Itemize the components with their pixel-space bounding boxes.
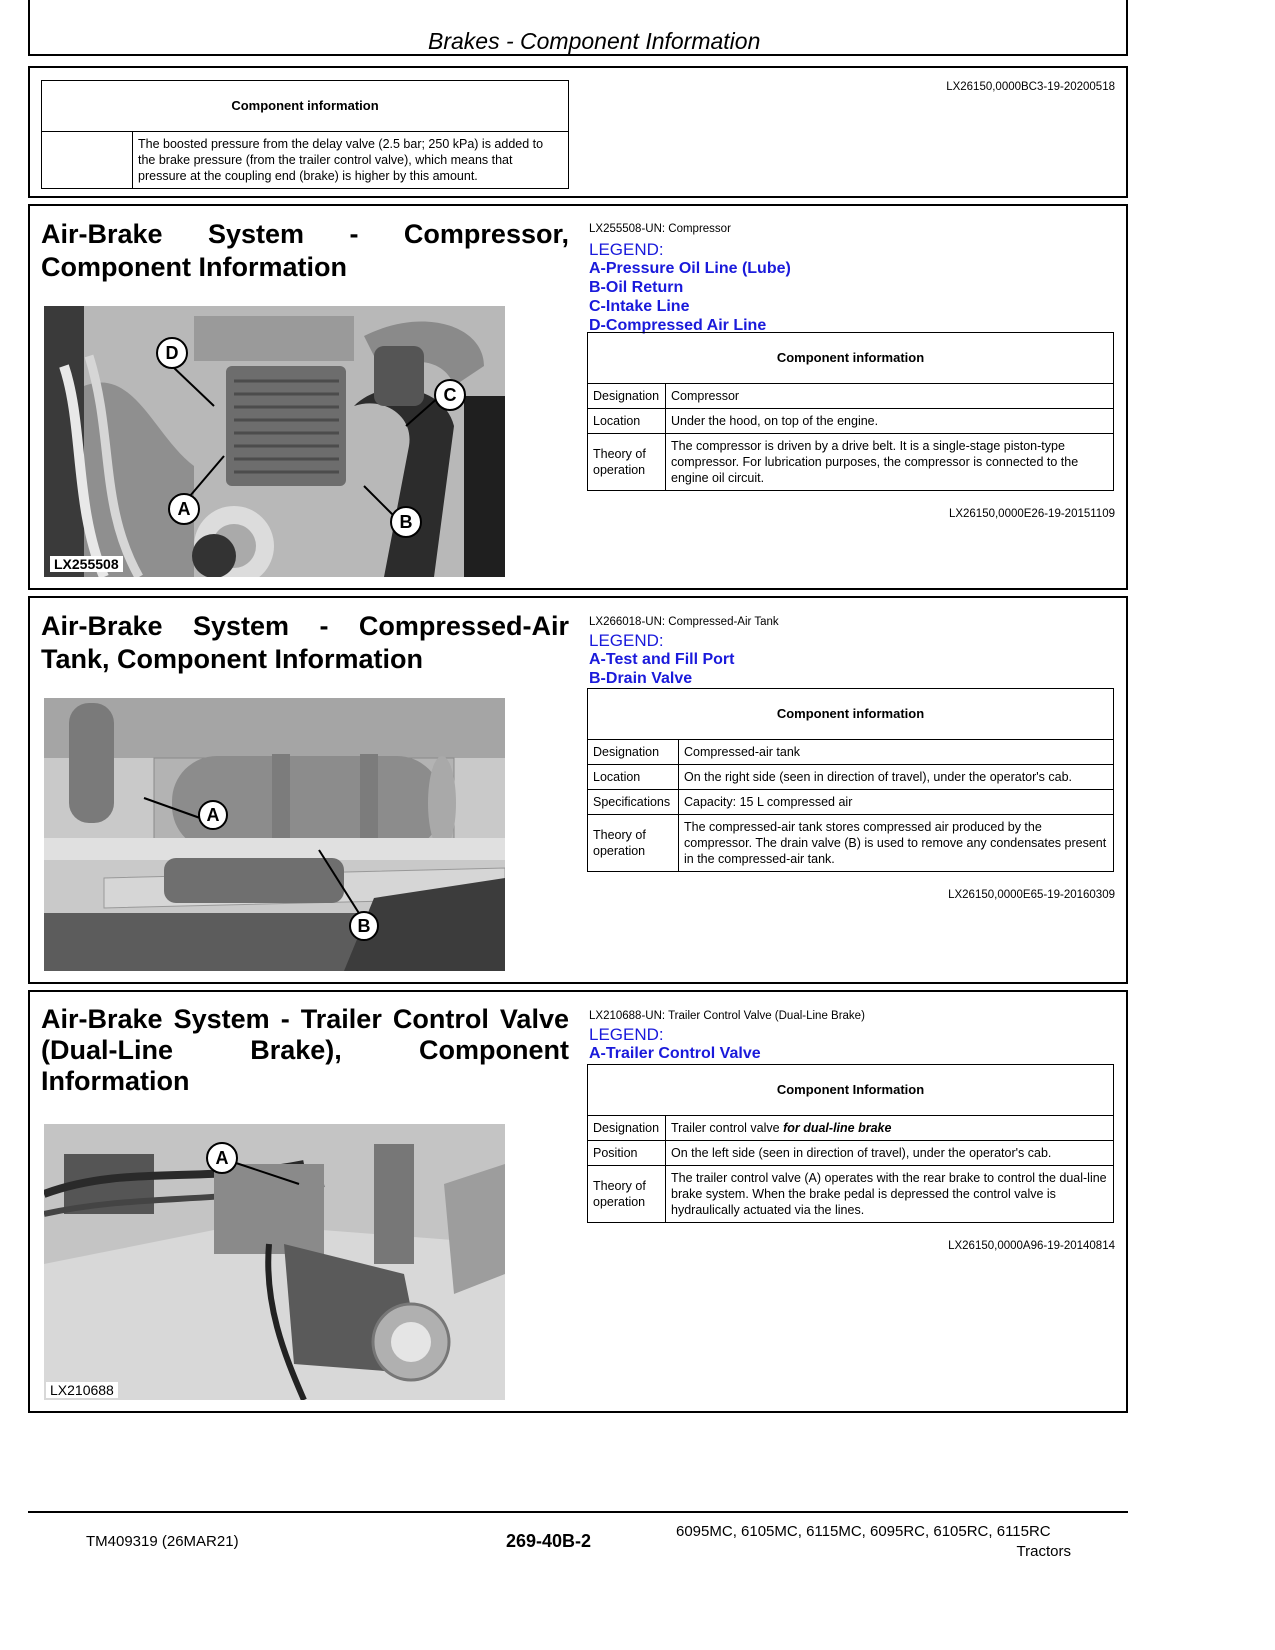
row-label: Designation <box>588 384 666 409</box>
legend-title: LEGEND: <box>589 240 664 259</box>
row-value: The boosted pressure from the delay valve (2.5 bar; 250 kPa) is added to the brake pressure (from the trailer control valve), which means that pressure at the coupling end (brake) is higher by this amount. <box>133 132 569 189</box>
figure-caption: LX266018-UN: Compressed-Air Tank <box>589 616 779 628</box>
callout-layer <box>44 698 505 971</box>
legend-item: C-Intake Line <box>589 298 690 315</box>
legend-item: A-Pressure Oil Line (Lube) <box>589 260 791 277</box>
row-label: Designation <box>588 740 679 765</box>
row-label: Theory of operation <box>588 434 666 491</box>
table-header: Component information <box>42 81 569 132</box>
compressor-figure <box>44 306 505 577</box>
callout-a: A <box>215 1148 229 1168</box>
row-value: The compressor is driven by a drive belt. It is a single-stage piston-type compressor. For lubrication purposes, the compressor is connected to the engine oil circuit. <box>666 434 1114 491</box>
component-info-table-delay <box>41 80 569 189</box>
legend-title: LEGEND: <box>589 631 664 650</box>
trailer-valve-figure <box>44 1124 505 1400</box>
row-value: On the left side (seen in direction of travel), under the operator's cab. <box>666 1141 1114 1166</box>
callout-layer <box>44 306 505 577</box>
component-info-table-compressor <box>587 332 1114 491</box>
legend-item: A-Test and Fill Port <box>589 651 735 668</box>
section-heading: Air-Brake System - Compressed-Air Tank, Component Information <box>41 611 569 674</box>
row-value: Under the hood, on top of the engine. <box>666 409 1114 434</box>
row-value <box>666 1116 1114 1141</box>
legend-item: B-Oil Return <box>589 279 684 296</box>
page-title: Brakes - Component Information <box>428 28 761 54</box>
table-header: Component Information <box>588 1065 1114 1116</box>
row-value-text: Trailer control valve <box>671 1121 784 1135</box>
legend <box>589 240 791 335</box>
row-value: Capacity: 15 L compressed air <box>679 790 1114 815</box>
section-heading: Air-Brake System - Trailer Control Valve (Dual-Line Brake), Component Information <box>41 1004 569 1096</box>
component-info-table-trailer-valve <box>587 1064 1114 1223</box>
row-label: Theory of operation <box>588 1166 666 1223</box>
row-label: Position <box>588 1141 666 1166</box>
row-label: Specifications <box>588 790 679 815</box>
legend <box>589 1025 761 1063</box>
legend-item: B-Drain Valve <box>589 670 693 687</box>
component-info-table-air-tank <box>587 688 1114 872</box>
row-value-emphasis: for dual-line brake <box>783 1121 892 1135</box>
footer-type: Tractors <box>1016 1543 1071 1560</box>
legend-item: D-Compressed Air Line <box>589 317 767 334</box>
figure-caption: LX255508-UN: Compressor <box>589 223 731 235</box>
row-value: Compressed-air tank <box>679 740 1114 765</box>
footer-rule <box>28 1511 1128 1513</box>
row-label <box>42 132 133 189</box>
row-value: On the right side (seen in direction of travel), under the operator's cab. <box>679 765 1114 790</box>
table-header: Component information <box>588 333 1114 384</box>
row-label: Theory of operation <box>588 815 679 872</box>
figure-id: LX255508 <box>50 556 123 572</box>
section-heading: Air-Brake System - Compressor, Component Information <box>41 219 569 282</box>
doc-id: LX26150,0000A96-19-20140814 <box>948 1240 1115 1252</box>
table-header: Component information <box>588 689 1114 740</box>
callout-b: B <box>357 916 371 936</box>
legend-item: A-Trailer Control Valve <box>589 1045 761 1062</box>
figure-id: LX210688 <box>46 1382 118 1398</box>
air-tank-figure <box>44 698 505 971</box>
callout-c: C <box>443 385 457 405</box>
callout-b: B <box>399 512 413 532</box>
figure-caption: LX210688-UN: Trailer Control Valve (Dual-Line Brake) <box>589 1010 865 1022</box>
legend-title: LEGEND: <box>589 1025 664 1044</box>
row-label: Designation <box>588 1116 666 1141</box>
row-value: Compressor <box>666 384 1114 409</box>
legend <box>589 631 734 688</box>
doc-id: LX26150,0000E26-19-20151109 <box>948 508 1115 520</box>
callout-a: A <box>206 805 220 825</box>
footer-models: 6095MC, 6105MC, 6115MC, 6095RC, 6105RC, 6115RC <box>676 1523 1051 1540</box>
doc-id: LX26150,0000BC3-19-20200518 <box>946 81 1115 93</box>
row-value: The trailer control valve (A) operates with the rear brake to control the dual-line brake system. When the brake pedal is depressed the control valve is hydraulically actuated via the lines. <box>666 1166 1114 1223</box>
row-label: Location <box>588 765 679 790</box>
callout-d: D <box>165 343 179 363</box>
footer-page-number: 269-40B-2 <box>506 1531 592 1551</box>
callout-layer <box>44 1124 505 1400</box>
row-value: The compressed-air tank stores compressed air produced by the compressor. The drain valve (B) is used to remove any condensates present in the compressed-air tank. <box>679 815 1114 872</box>
doc-id: LX26150,0000E65-19-20160309 <box>948 889 1115 901</box>
callout-a: A <box>177 499 191 519</box>
footer-manual-id: TM409319 (26MAR21) <box>86 1533 239 1550</box>
row-label: Location <box>588 409 666 434</box>
